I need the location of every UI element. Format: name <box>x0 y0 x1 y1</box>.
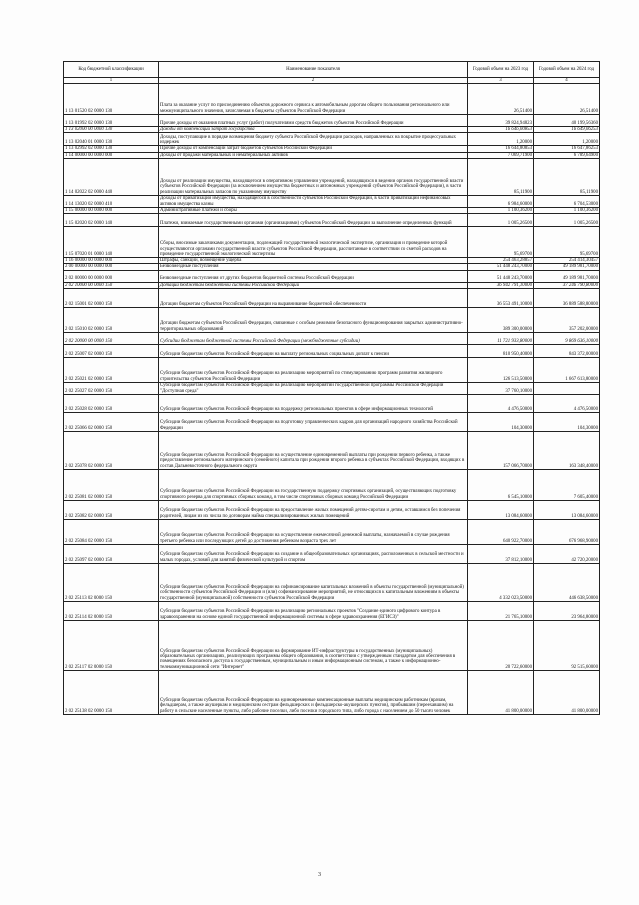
row-value-2023: 4 332 023,50000 <box>468 564 534 602</box>
row-code: 1 15 02020 02 0000 140 <box>64 214 159 227</box>
table-row <box>64 214 600 227</box>
row-value-2024: 36 889 588,80000 <box>534 289 600 308</box>
row-value-2024: 49 189 981,70000 <box>534 264 600 270</box>
row-value-2024: 4 476,50000 <box>534 395 600 413</box>
row-code: 2 00 00000 00 0000 000 <box>64 264 159 270</box>
row-value-2023: 39 824,94823 <box>468 115 534 127</box>
header-number-2: 2 <box>159 78 468 84</box>
row-value-2023: 640 922,70000 <box>468 520 534 545</box>
table-header <box>64 62 600 84</box>
row-name: Прочие доходы от компенсации затрат бюджетов субъектов Российской Федерации <box>159 146 468 152</box>
row-name: Сборы, вносимые заказчиками документации, подлежащей государственной экологической экспертизе, организация и проведение которой осуществляются органами государственной власти субъектов Российской Федерации, рассчитанные в соответствии со сметой расходов на проведение государственной экологической экспертизы <box>159 227 468 258</box>
row-value-2023: 6 984,60000 <box>468 195 534 207</box>
row-name: Субсидии бюджетам субъектов Российской Федерации на государственную поддержку спортивных организаций, осуществляющих подготовку спортивного резерва для спортивных сборных команд, в том числе спортивных сборных команд Российской Федерации <box>159 470 468 501</box>
row-value-2023: 157 066,70000 <box>468 432 534 470</box>
row-name: Доходы от продажи материальных и нематериальных активов <box>159 152 468 158</box>
row-code: 2 02 25066 02 0000 150 <box>64 413 159 432</box>
row-value-2023: 21 765,10000 <box>468 602 534 621</box>
row-code: 1 13 01520 02 0000 130 <box>64 84 159 115</box>
row-name: Субсидии бюджетам субъектов Российской Федерации на выплату региональных социальных доплат к пенсии <box>159 345 468 358</box>
row-name: Дотации бюджетам субъектов Российской Федерации на выравнивание бюджетной обеспеченности <box>159 289 468 308</box>
row-code: 2 02 10000 00 0000 150 <box>64 282 159 288</box>
row-code: 1 15 07020 01 0000 140 <box>64 227 159 258</box>
row-name: Субсидии бюджетам субъектов Российской Федерации на реализацию мероприятий по стимулированию программ развития жилищного строительства субъектов Российской Федерации <box>159 358 468 383</box>
table-row <box>64 115 600 127</box>
row-value-2024: 446 638,50000 <box>534 564 600 602</box>
row-value-2023: 16 646,00853 <box>468 127 534 133</box>
header-year-2023: Годовой объем на 2023 год <box>468 62 534 78</box>
header-number-3: 3 <box>468 78 534 84</box>
row-value-2024: 1 667 613,80000 <box>534 358 600 383</box>
row-code: 2 02 25117 02 0000 150 <box>64 621 159 671</box>
row-value-2024: 26,51400 <box>534 84 600 115</box>
row-value-2023: 7 069,71900 <box>468 152 534 158</box>
row-code: 2 02 25113 02 0000 150 <box>64 564 159 602</box>
row-value-2024: 41 800,00000 <box>534 671 600 715</box>
row-value-2024: 676 968,90000 <box>534 520 600 545</box>
table-row <box>64 602 600 621</box>
header-number-1: 1 <box>64 78 159 84</box>
row-code: 2 02 25082 02 0000 150 <box>64 501 159 520</box>
row-value-2023: 4 476,50000 <box>468 395 534 413</box>
row-value-2023: 104,30000 <box>468 413 534 432</box>
row-value-2024: 9 869 636,10000 <box>534 333 600 345</box>
row-value-2024: 42 720,20000 <box>534 545 600 564</box>
row-code: 1 15 00000 00 0000 000 <box>64 207 159 213</box>
row-value-2023: 16 644,80853 <box>468 146 534 152</box>
row-value-2023: 95,69700 <box>468 227 534 258</box>
table-row <box>64 545 600 564</box>
row-name: Прочие доходы от оказания платных услуг (работ) получателями средств бюджетов субъектов Российской Федерации <box>159 115 468 127</box>
row-value-2023: 51 448 243,70000 <box>468 270 534 282</box>
row-code: 2 02 25027 02 0000 150 <box>64 383 159 395</box>
row-value-2024: 6 704,53000 <box>534 195 600 207</box>
table-row <box>64 432 600 470</box>
row-name: Субсидии бюджетам субъектов Российской Федерации на реализацию мероприятий государственной программы Российской Федерации "Доступная среда" <box>159 383 468 395</box>
row-value-2024: 16 649,06253 <box>534 127 600 133</box>
row-value-2024: 37 246 790,80000 <box>534 282 600 288</box>
row-name: Субсидии бюджетам субъектов Российской Федерации на осуществление ежемесячной денежной выплаты, назначаемой в случае рождения третьего ребенка или последующих детей до достижения ребенком возраста трех лет <box>159 520 468 545</box>
row-value-2023: 6 545,10000 <box>468 470 534 501</box>
row-value-2023: 13 084,60000 <box>468 501 534 520</box>
row-name: Субсидии бюджетам бюджетной системы Российской Федерации (межбюджетные субсидии) <box>159 333 468 345</box>
row-name: Дотации бюджетам бюджетной системы Российской Федерации <box>159 282 468 288</box>
table-row <box>64 395 600 413</box>
row-name: Субсидии бюджетам субъектов Российской Федерации на реализацию региональных проектов "Создание единого цифрового контура в здравоохранении на основе единой государственной информационной системы в сфере здравоохранения (ЕГИСЗ)" <box>159 602 468 621</box>
row-value-2024: 7 605,40000 <box>534 470 600 501</box>
row-name: Субсидии бюджетам субъектов Российской Федерации на предоставление жилых помещений детям-сиротам и детям, оставшимся без попечения родителей, лицам из их числа по договорам найма специализированных жилых помещений <box>159 501 468 520</box>
row-value-2024: 163 348,40000 <box>534 432 600 470</box>
row-code: 2 02 25007 02 0000 150 <box>64 345 159 358</box>
header-year-2024: Годовой объем на 2024 год <box>534 62 600 78</box>
row-value-2023: 389 300,00000 <box>468 308 534 333</box>
page-number: 3 <box>318 872 321 878</box>
header-code: Код бюджетной классификации <box>64 62 159 78</box>
table-row <box>64 158 600 195</box>
row-name: Платежи, взимаемые государственными органами (организациями) субъектов Российской Федерации за выполнение определенных функций <box>159 214 468 227</box>
row-value-2024 <box>534 383 600 395</box>
row-value-2023: 20 722,60000 <box>468 621 534 671</box>
row-value-2024: 40 199,56360 <box>534 115 600 127</box>
row-code: 2 02 25081 02 0000 150 <box>64 470 159 501</box>
row-code: 2 02 25138 02 0000 150 <box>64 671 159 715</box>
row-value-2023: 41 800,00000 <box>468 671 534 715</box>
row-name: Доходы от реализации имущества, находящегося в оперативном управлении учреждений, находящихся в ведении органов государственной власти субъектов Российской Федерации (за исключением имущества бюджетных и автономных учреждений субъектов Российской Федерации), в части реализации материальных запасов по указанному имуществу <box>159 158 468 195</box>
row-value-2024: 104,30000 <box>534 413 600 432</box>
row-name: Штрафы, санкции, возмещение ущерба <box>159 258 468 264</box>
row-code: 2 02 25097 02 0000 150 <box>64 545 159 564</box>
row-code: 2 02 25028 02 0000 150 <box>64 395 159 413</box>
row-name: Субсидии бюджетам субъектов Российской Федерации на формирование ИТ-инфраструктуры в государственных (муниципальных) образовательных организациях, реализующих программы общего образования, в соответствии с утвержденным стандартом для обеспечения в помещениях безопасного доступа к государственным, муниципальным и иным информационным системам, а также к информационно-телекоммуникационной сети "Интернет" <box>159 621 468 671</box>
row-name: Субсидии бюджетам субъектов Российской Федерации на единовременные компенсационные выплаты медицинским работникам (врачам, фельдшерам, а также акушеркам и медицинским сестрам фельдшерских и фельдшерско-акушерских пунктов), прибывшим (переехавшим) на работу в сельские населенные пункты, либо рабочие поселки, либо поселки городского типа, либо города с населением до 50 тысяч человек <box>159 671 468 715</box>
row-name: Субсидии бюджетам субъектов Российской Федерации на поддержку региональных проектов в сфере информационных технологий <box>159 395 468 413</box>
table-row <box>64 345 600 358</box>
row-code: 1 16 00000 00 0000 000 <box>64 258 159 264</box>
budget-revenue-table <box>63 61 600 715</box>
table-row <box>64 470 600 501</box>
row-value-2024: 6 789,64900 <box>534 152 600 158</box>
row-name: Доходы от компенсации затрат государства <box>159 127 468 133</box>
row-code: 2 02 25084 02 0000 150 <box>64 520 159 545</box>
row-value-2023: 11 721 933,80000 <box>468 333 534 345</box>
table-row <box>64 195 600 207</box>
table-row <box>64 383 600 395</box>
row-value-2024: 1,20000 <box>534 133 600 146</box>
row-code: 1 13 02992 02 0000 130 <box>64 146 159 152</box>
header-number-4: 4 <box>534 78 600 84</box>
row-name: Плата за оказание услуг по присоединению объектов дорожного сервиса к автомобильным дорогам общего пользования регионального или межмуниципального значения, зачисляемая в бюджеты субъектов Российской Федерации <box>159 84 468 115</box>
row-name: Субсидии бюджетам субъектов Российской Федерации на софинансирование капитальных вложений в объекты государственной (муниципальной) собственности субъектов Российской Федерации и (или) софинансирование мероприятий, не относящихся к капитальным вложениям в объекты государственной (муниципальной) собственности субъектов Российской Федерации <box>159 564 468 602</box>
row-code: 1 13 02000 00 0000 130 <box>64 127 159 133</box>
row-value-2023: 810 950,40000 <box>468 345 534 358</box>
row-name: Безвозмездные поступления от других бюджетов бюджетной системы Российской Федерации <box>159 270 468 282</box>
table-row <box>64 84 600 115</box>
row-value-2023: 37 812,10000 <box>468 545 534 564</box>
row-value-2024: 49 189 981,70000 <box>534 270 600 282</box>
table-row <box>64 227 600 258</box>
row-value-2024: 13 084,60000 <box>534 501 600 520</box>
header-name: Наименование показателя <box>159 62 468 78</box>
table-row <box>64 270 600 282</box>
row-code: 1 14 00000 00 0000 000 <box>64 152 159 158</box>
row-value-2024: 16 647,86253 <box>534 146 600 152</box>
row-code: 2 02 15010 02 0000 150 <box>64 308 159 333</box>
row-name: Субсидии бюджетам субъектов Российской Федерации на создание в общеобразовательных организациях, расположенных в сельской местности и малых городах, условий для занятий физической культурой и спортом <box>159 545 468 564</box>
row-code: 2 02 25021 02 0000 150 <box>64 358 159 383</box>
row-value-2024: 1 005,26500 <box>534 214 600 227</box>
row-value-2024: 254 414,30457 <box>534 258 600 264</box>
row-code: 2 02 00000 00 0000 000 <box>64 270 159 282</box>
row-name: Административные платежи и сборы <box>159 207 468 213</box>
row-value-2023: 36 942 791,10000 <box>468 282 534 288</box>
row-name: Дотации бюджетам субъектов Российской Федерации, связанные с особым режимом безопасного функционирования закрытых административно-территориальных образований <box>159 308 468 333</box>
table-row <box>64 289 600 308</box>
row-code: 1 14 13020 02 0000 410 <box>64 195 159 207</box>
row-value-2024: 1 100,36200 <box>534 207 600 213</box>
table-row <box>64 308 600 333</box>
row-value-2024: 357 202,00000 <box>534 308 600 333</box>
table-row <box>64 520 600 545</box>
table-row <box>64 501 600 520</box>
row-value-2023: 1 100,36200 <box>468 207 534 213</box>
table-row <box>64 621 600 671</box>
row-code: 2 02 20000 00 0000 150 <box>64 333 159 345</box>
table-row <box>64 671 600 715</box>
row-code: 2 02 15001 02 0000 150 <box>64 289 159 308</box>
table-row <box>64 413 600 432</box>
row-value-2023: 1,20000 <box>468 133 534 146</box>
table-row <box>64 564 600 602</box>
row-name: Доходы от приватизации имущества, находящегося в собственности субъектов Российской Федерации, в части приватизации нефинансовых активов имущества казны <box>159 195 468 207</box>
row-value-2023: 26,51400 <box>468 84 534 115</box>
row-code: 1 13 01992 02 0000 130 <box>64 115 159 127</box>
table-row <box>64 133 600 146</box>
row-value-2023: 254 463,28857 <box>468 258 534 264</box>
table-body <box>64 84 600 715</box>
row-code: 2 02 25114 02 0000 150 <box>64 602 159 621</box>
row-value-2024: 92 515,60000 <box>534 621 600 671</box>
row-code: 2 02 25078 02 0000 150 <box>64 432 159 470</box>
row-value-2023: 126 513,50000 <box>468 358 534 383</box>
table-row <box>64 358 600 383</box>
row-value-2024: 95,69700 <box>534 227 600 258</box>
row-value-2023: 85,11900 <box>468 158 534 195</box>
table-row <box>64 333 600 345</box>
row-name: Субсидии бюджетам субъектов Российской Федерации на осуществление единовременной выплаты при рождении первого ребенка, а также предоставление регионального материнского (семейного) капитала при рождении второго ребенка в субъектах Российской Федерации, входящих в состав Дальневосточного федерального округа <box>159 432 468 470</box>
row-code: 1 13 02040 01 0000 130 <box>64 133 159 146</box>
row-value-2024: 843 372,00000 <box>534 345 600 358</box>
row-value-2024: 85,11900 <box>534 158 600 195</box>
row-value-2023: 1 005,26500 <box>468 214 534 227</box>
row-name: Доходы, поступающие в порядке возмещения бюджету субъекта Российской Федерации расходов, направленных на покрытие процессуальных издержек <box>159 133 468 146</box>
row-value-2023: 51 448 243,70000 <box>468 264 534 270</box>
row-value-2024: 23 964,80000 <box>534 602 600 621</box>
row-name: Субсидии бюджетам субъектов Российской Федерации на подготовку управленческих кадров для организаций народного хозяйства Российской Федерации <box>159 413 468 432</box>
row-value-2023: 37 760,10000 <box>468 383 534 395</box>
row-code: 1 14 02022 02 0000 440 <box>64 158 159 195</box>
row-name: Безвозмездные поступления <box>159 264 468 270</box>
row-value-2023: 36 553 491,10000 <box>468 289 534 308</box>
